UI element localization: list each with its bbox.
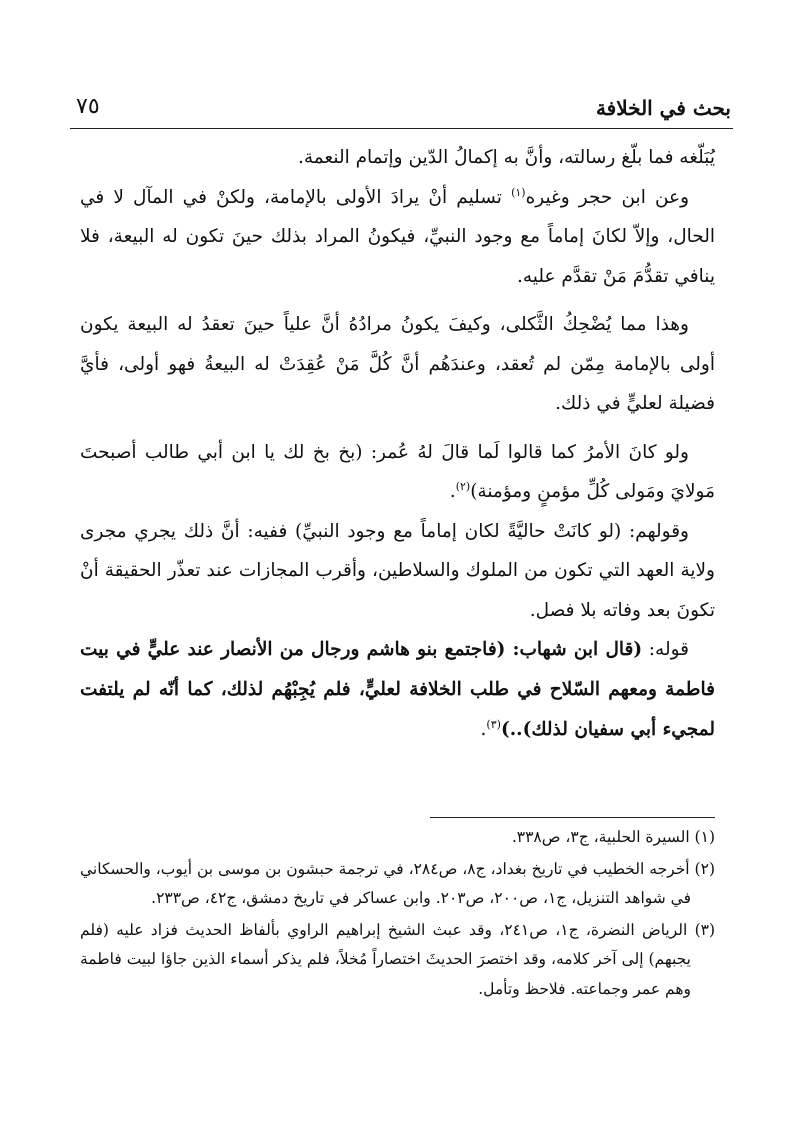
- paragraph-1: يُبَلّغه فما بلّغ رسالته، وأنَّ به إكمالُ الدّين وإتمام النعمة.: [297, 147, 715, 168]
- footnote-marker-2[interactable]: (٢): [455, 479, 471, 493]
- paragraph-2-start: وعن ابن حجر وغيره: [525, 186, 689, 208]
- paragraph-4-end: .: [449, 481, 456, 502]
- paragraph-2-rest: تسليم أنْ يرادَ الأولى بالإمامة، ولكنْ في المآل لا في الحال، وإلاّ لكانَ إماماً مع وجود النبيِّ، فيكونُ المراد بذلك حينَ تكون له البيعة، فلا ينافي تقدُّمَ مَنْ تقدَّم عليه.: [80, 186, 715, 287]
- page-header: [70, 94, 733, 129]
- paragraph-4-text: ولو كانَ الأمرُ كما قالوا لَما قالَ لهُ عُمر: (بخ بخ لك يا ابن أبي طالب أصبحتَ مَولايَ ومَولى كُلِّ مؤمنٍ ومؤمنة): [80, 441, 715, 502]
- footnote-3: (٣) الرياض النضرة، ج١، ص٢٤١، وقد عبث الشيخ إبراهيم الراوي بألفاظ الحديث فزاد عليه (فلم يجبهم) إلى آخر كلامه، وقد اختصرَ الحديثَ اختصاراً مُخلاً، فلم يذكر أسماء الذين جاؤا لبيت فاطمة وهم عمر وجماعته. فلاحظ وتأمل.: [80, 920, 716, 998]
- paragraph-5: وقولهم: (لو كانَتْ حاليَّةً لكان إماماً مع وجود النبيِّ) ففيه: أنَّ ذلك يجري مجرى ولاية العهد التي تكون من الملوك والسلاطين، وأقرب المجازات عند تعذّر الحقيقة أنْ تكونَ بعد وفاته بلا فصل.: [80, 520, 715, 621]
- paragraph-3: وهذا مما يُضْحِكُ الثَّكلى، وكيفَ يكونُ مرادُهُ أنَّ علياً حينَ تعقدُ له البيعة يكون أولى بالإمامة مِمّن لم تُعقد، وعندَهُم أنَّ كُلَّ مَنْ عُقِدَتْ له البيعةُ فهو أولى، فأيَّ فضيلة لعليٍّ في ذلك.: [80, 314, 715, 414]
- footnote-separator: [430, 817, 715, 818]
- paragraph-6-end: .: [480, 719, 487, 740]
- main-text: [80, 138, 715, 750]
- footnotes: [80, 823, 715, 1006]
- quoted-text: (قال ابن شهاب: (فاجتمع بنو هاشم ورجال من الأنصار عند عليٍّ في بيت فاطمة ومعهم السّلاح في طلب الخلافة لعليٍّ، فلم يُجِبْهُم لذلك، كما أنّه لم يلتفت لمجيء أبي سفيان لذلك)..): [80, 639, 715, 740]
- paragraph-6: [80, 630, 715, 750]
- running-title: بحث في الخلافة: [595, 96, 731, 120]
- footnote-1: (١) السيرة الحلبية، ج٣، ص٣٣٨.: [511, 828, 715, 846]
- paragraph-2: [80, 178, 715, 297]
- footnote-marker-3[interactable]: (٣): [486, 717, 501, 731]
- paragraph-6-lead: قوله:: [642, 639, 690, 660]
- paragraph-4: [80, 433, 715, 512]
- footnote-2: (٢) أخرجه الخطيب في تاريخ بغداد، ج٨، ص٢٨٤، في ترجمة حبشون بن موسى بن أيوب، والحسكاني في شواهد التنزيل، ج١، ص٢٠٠، ص٢٠٣. وابن عساكر في تاريخ دمشق، ج٤٢، ص٢٣٣.: [80, 859, 715, 907]
- page-number: ٧٥: [76, 94, 100, 119]
- footnote-marker-1[interactable]: (١): [511, 185, 526, 199]
